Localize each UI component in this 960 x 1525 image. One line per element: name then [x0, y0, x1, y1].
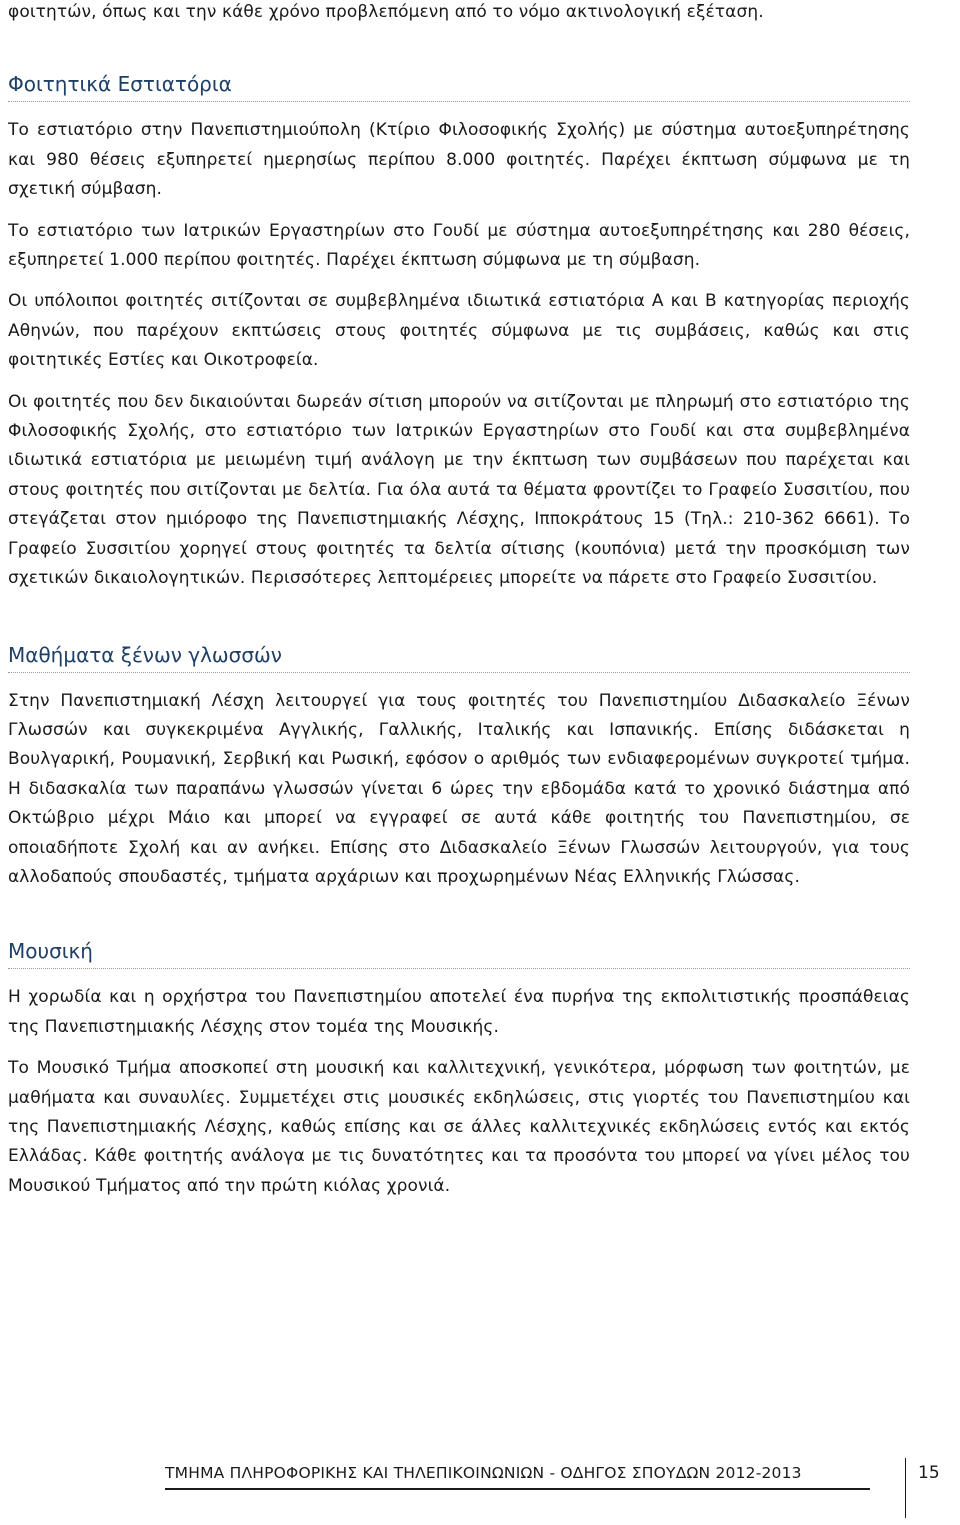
restaurants-paragraph: Το εστιατόριο των Ιατρικών Εργαστηρίων στο Γουδί με σύστημα αυτοεξυπηρέτησης και 280 θέσεις, εξυπηρετεί 1.000 περίπου φοιτητές. Παρέχει έκπτωση σύμφωνα με τη σύμβαση.	[8, 220, 910, 271]
restaurants-paragraph: Οι υπόλοιποι φοιτητές σιτίζονται σε συμβεβλημένα ιδιωτικά εστιατόρια Α και Β κατηγορίας περιοχής Αθηνών, που παρέχουν εκπτώσεις στους φοιτητές σύμφωνα με τις συμβάσεις, καθώς και στις φοιτητικές Εστίες και Οικοτροφεία.	[8, 291, 910, 371]
restaurants-paragraph: Το εστιατόριο στην Πανεπιστημιούπολη (Κτίριο Φιλοσοφικής Σχολής) με σύστημα αυτοεξυπηρέτησης και 980 θέσεις εξυπηρετεί ημερησίως περίπου 8.000 φοιτητές. Παρέχει έκπτωση σύμφωνα με τη σχετική σύμβαση.	[8, 120, 910, 200]
restaurants-paragraph: Οι φοιτητές που δεν δικαιούνται δωρεάν σίτιση μπορούν να σιτίζονται με πληρωμή στο εστιατόριο της Φιλοσοφικής Σχολής, στο εστιατόριο των Ιατρικών Εργαστηρίων στο Γουδί και στα συμβεβλημένα ιδιωτικά εστιατόρια με μειωμένη τιμή ανάλογη με την έκπτωση των συμβάσεων που παρέχεται και στους φοιτητές που σιτίζονται με δελτία. Για όλα αυτά τα θέματα φροντίζει το Γραφείο Συσσιτίου, που στεγάζεται στον ημιόροφο της Πανεπιστημιακής Λέσχης, Ιπποκράτους 15 (Τηλ.: 210-362 6661). Το Γραφείο Συσσιτίου χορηγεί στους φοιτητές τα δελτία σίτισης (κουπόνια) μετά την προσκόμιση των σχετικών δικαιολογητικών. Περισσότερες λεπτομέρειες μπορείτε να πάρετε στο Γραφείο Συσσιτίου.	[8, 391, 910, 589]
section-heading-restaurants: Φοιτητικά Εστιατόρια	[8, 71, 910, 102]
languages-paragraph: Στην Πανεπιστημιακή Λέσχη λειτουργεί για τους φοιτητές του Πανεπιστημίου Διδασκαλείο Ξένων Γλωσσών και συγκεκριμένα Αγγλικής, Γαλλικής, Ιταλικής και Ισπανικής. Επίσης διδάσκεται η Βουλγαρική, Ρουμανική, Σερβική και Ρωσική, εφόσον ο αριθμός των ενδιαφερομένων συγκροτεί τμήμα. Η διδασκαλία των παραπάνω γλωσσών γίνεται 6 ώρες την εβδομάδα κατά το χρονικό διάστημα από Οκτώβριο μέχρι Μάιο και μπορεί να εγγραφεί σε αυτά κάθε φοιτητής του Πανεπιστημίου, σε οποιαδήποτε Σχολή και αν ανήκει. Επίσης στο Διδασκαλείο Ξένων Γλωσσών λειτουργούν, για τους αλλοδαπούς σπουδαστές, τμήματα αρχάριων και προχωρημένων Νέας Ελληνικής Γλώσσας.	[8, 690, 910, 887]
page-number	[905, 1458, 940, 1518]
section-heading-languages: Μαθήματα ξένων γλωσσών	[8, 642, 910, 673]
footer-title: ΤΜΗΜΑ ΠΛΗΡΟΦΟΡΙΚΗΣ ΚΑΙ ΤΗΛΕΠΙΚΟΙΝΩΝΙΩΝ - ΟΔΗΓΟΣ ΣΠΟΥΔΩΝ 2012-2013	[165, 1462, 870, 1490]
section-heading-music: Μουσική	[8, 938, 910, 969]
music-paragraph: Η χορωδία και η ορχήστρα του Πανεπιστημίου αποτελεί ένα πυρήνα της εκπολιτιστικής προσπάθειας της Πανεπιστημιακής Λέσχης στον τομέα της Μουσικής.	[8, 987, 910, 1037]
page-footer	[165, 1462, 940, 1490]
page-number-value: 15	[918, 1463, 940, 1483]
document-page	[8, 0, 910, 1201]
intro-paragraph: φοιτητών, όπως και την κάθε χρόνο προβλεπόμενη από το νόμο ακτινολογική εξέταση.	[8, 2, 764, 22]
music-paragraph: Το Μουσικό Τμήμα αποσκοπεί στη μουσική και καλλιτεχνική, γενικότερα, μόρφωση των φοιτητών, με μαθήματα και συναυλίες. Συμμετέχει στις μουσικές εκδηλώσεις, στις γιορτές του Πανεπιστημίου και της Πανεπιστημιακής Λέσχης, καθώς επίσης και σε άλλες καλλιτεχνικές εκδηλώσεις εντός και εκτός Ελλάδας. Κάθε φοιτητής ανάλογα με τις δυνατότητες και τα προσόντα του μπορεί να γίνει μέλος του Μουσικού Τμήματος από την πρώτη κιόλας χρονιά.	[8, 1058, 910, 1196]
